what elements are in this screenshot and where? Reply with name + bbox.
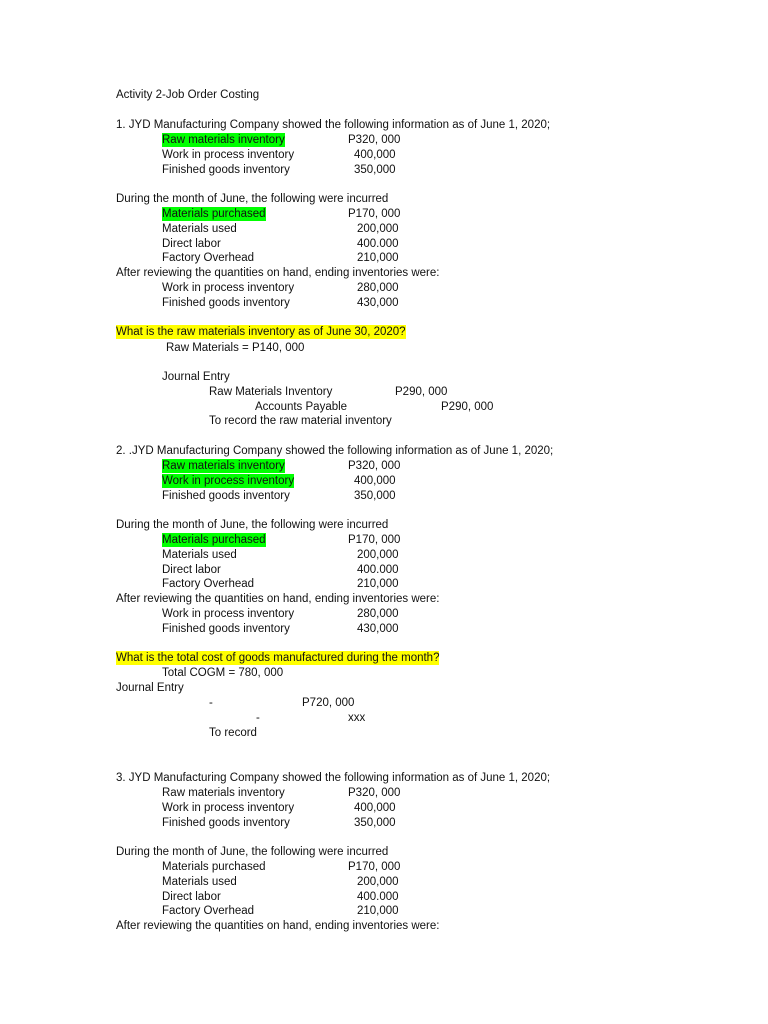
q3-incurred-value-used: 200,000 [357,876,399,888]
q1-opening-label-fg: Finished goods inventory [162,164,290,176]
q1-ending-label-wip: Work in process inventory [162,282,295,294]
q3-intro: 3. JYD Manufacturing Company showed the following information as of June 1, 2020; [116,772,551,784]
q1-je-memo: To record the raw material inventory [209,415,392,427]
q3-incurred-label-labor: Direct labor [162,891,221,903]
q2-incurred-label-overhead: Factory Overhead [162,578,255,590]
q2-je-credit-account: - [256,712,260,724]
q3-incurred-label-used: Materials used [162,876,237,888]
q1-journal-entry-label: Journal Entry [162,371,230,383]
q1-after-text: After reviewing the quantities on hand, ending inventories were: [116,267,440,279]
q1-ending-value-wip: 280,000 [357,282,399,294]
q2-je-memo: To record [209,727,257,739]
q1-je-credit-account: Accounts Payable [255,401,348,413]
q2-ending-label-fg: Finished goods inventory [162,623,290,635]
q1-incurred-label-overhead: Factory Overhead [162,252,255,264]
q2-incurred-label-purchased: Materials purchased [162,534,266,546]
q2-intro: 2. .JYD Manufacturing Company showed the following information as of June 1, 2020; [116,445,554,457]
q2-incurred-value-purchased: P170, 000 [348,534,401,546]
q3-opening-label-fg: Finished goods inventory [162,817,290,829]
q3-opening-label-wip: Work in process inventory [162,802,295,814]
q3-after-text: After reviewing the quantities on hand, ending inventories were: [116,920,440,932]
q2-opening-label-raw: Raw materials inventory [162,460,285,472]
q1-opening-value-fg: 350,000 [354,164,396,176]
q2-opening-label-wip: Work in process inventory [162,475,295,487]
q1-answer: Raw Materials = P140, 000 [166,342,305,354]
q2-ending-value-fg: 430,000 [357,623,399,635]
q2-during-text: During the month of June, the following were incurred [116,519,389,531]
q3-opening-value-raw: P320, 000 [348,787,401,799]
q1-incurred-value-purchased: P170, 000 [348,208,401,220]
q1-opening-label-raw: Raw materials inventory [162,134,285,146]
document-title: Activity 2-Job Order Costing [116,89,260,101]
q1-opening-label-wip: Work in process inventory [162,149,295,161]
q2-opening-label-fg: Finished goods inventory [162,490,290,502]
q3-incurred-value-overhead: 210,000 [357,905,399,917]
q2-after-text: After reviewing the quantities on hand, ending inventories were: [116,593,440,605]
q1-je-debit-account: Raw Materials Inventory [209,386,333,398]
q3-incurred-label-purchased: Materials purchased [162,861,266,873]
q2-je-debit-account: - [209,697,213,709]
q3-opening-value-wip: 400,000 [354,802,396,814]
q2-je-credit-amount: xxx [348,712,366,724]
q2-journal-entry-label: Journal Entry [116,682,184,694]
q3-opening-value-fg: 350,000 [354,817,396,829]
q2-incurred-value-used: 200,000 [357,549,399,561]
q2-incurred-value-labor: 400.000 [357,564,399,576]
q1-intro: 1. JYD Manufacturing Company showed the following information as of June 1, 2020; [116,119,551,131]
q1-incurred-value-used: 200,000 [357,223,399,235]
q1-je-debit-amount: P290, 000 [395,386,448,398]
q1-incurred-value-overhead: 210,000 [357,252,399,264]
q1-incurred-label-used: Materials used [162,223,237,235]
q1-ending-label-fg: Finished goods inventory [162,297,290,309]
q1-incurred-value-labor: 400.000 [357,238,399,250]
q1-je-credit-amount: P290, 000 [441,401,494,413]
q3-incurred-value-purchased: P170, 000 [348,861,401,873]
q1-incurred-label-labor: Direct labor [162,238,221,250]
q1-opening-value-wip: 400,000 [354,149,396,161]
q2-answer: Total COGM = 780, 000 [162,667,284,679]
q2-ending-label-wip: Work in process inventory [162,608,295,620]
q2-ending-value-wip: 280,000 [357,608,399,620]
q1-during-text: During the month of June, the following were incurred [116,193,389,205]
q1-opening-value-raw: P320, 000 [348,134,401,146]
q3-opening-label-raw: Raw materials inventory [162,787,285,799]
q2-je-debit-amount: P720, 000 [302,697,355,709]
q2-opening-value-wip: 400,000 [354,475,396,487]
q2-incurred-value-overhead: 210,000 [357,578,399,590]
q2-opening-value-fg: 350,000 [354,490,396,502]
q3-incurred-value-labor: 400.000 [357,891,399,903]
q1-incurred-label-purchased: Materials purchased [162,208,266,220]
q1-question: What is the raw materials inventory as of June 30, 2020? [116,326,406,338]
q3-incurred-label-overhead: Factory Overhead [162,905,255,917]
q2-opening-value-raw: P320, 000 [348,460,401,472]
q2-question: What is the total cost of goods manufactured during the month? [116,652,440,664]
q2-incurred-label-used: Materials used [162,549,237,561]
q2-incurred-label-labor: Direct labor [162,564,221,576]
q1-ending-value-fg: 430,000 [357,297,399,309]
q3-during-text: During the month of June, the following were incurred [116,846,389,858]
